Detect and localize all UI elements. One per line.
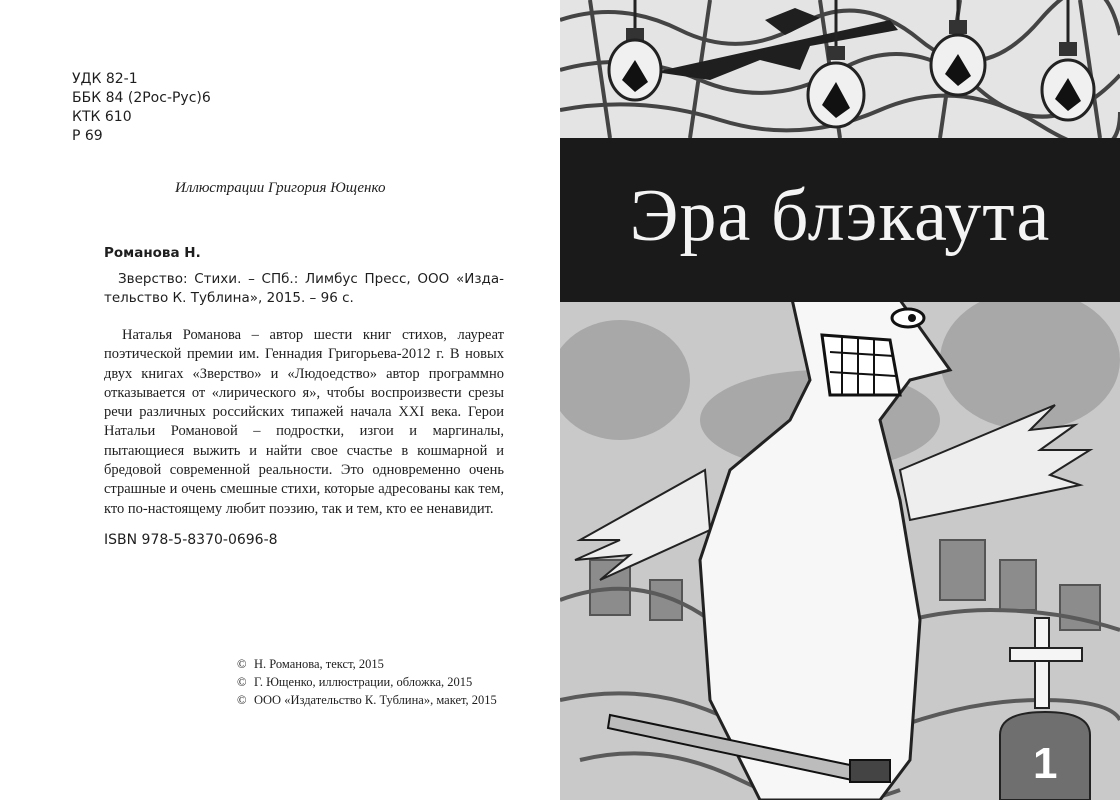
- copyright-symbol: ©: [237, 693, 247, 707]
- copyright-line: [237, 673, 497, 691]
- copyright-text: Н. Романова, текст, 2015: [254, 657, 384, 671]
- author-name: Романова Н.: [104, 245, 201, 261]
- copyright-line: [237, 691, 497, 709]
- sword-hilt: [850, 760, 890, 782]
- author-mark: Р 69: [72, 128, 103, 144]
- creature-teeth: [822, 335, 900, 395]
- cover-illustration: [560, 0, 1120, 800]
- copyright-symbol: ©: [237, 675, 247, 689]
- cover-title: Эра блэкаута: [629, 175, 1051, 257]
- annotation-text: Наталья Романова – автор шести книг стихов, лауреат поэтической премии им. Геннадия Григорьева-2012 г. В новых двух книгах «Зверство» и «Людоедство» автор программно отказывается от «лирического я», чтобы воспроизвести срезы речи различных российских типажей начала XXI века. Герои Натальи Романовой – подростки, изгои и маргиналы, пытающиеся выжить и найти свое счастье в кошмарной и бредовой современной реальности. Это одновременно очень страшные и очень смешные стихи, которые адресованы как тем, кто по-настоящему любит поэзию, так и тем, кто ее ненавидит.: [104, 327, 504, 517]
- isbn: ISBN 978-5-8370-0696-8: [104, 532, 278, 548]
- copyright-text: Г. Ющенко, иллюстрации, обложка, 2015: [254, 675, 473, 689]
- book-cover: [560, 0, 1120, 800]
- volume-number: 1: [1033, 739, 1058, 788]
- copyright-line: [237, 655, 497, 673]
- udk-code: УДК 82-1: [72, 71, 138, 87]
- copyright-text: ООО «Издательство К. Тублина», макет, 2015: [254, 693, 497, 707]
- ktk-code: КТК 610: [72, 109, 132, 125]
- creature-pupil: [908, 314, 916, 322]
- classification-codes: [72, 70, 211, 146]
- bibliographic-description: Зверство: Стихи. – СПб.: Лимбус Пресс, ООО «Издательство К. Тублина», 2015. – 96 с.: [104, 271, 504, 306]
- illustrator-credit: Иллюстрации Григория Ющенко: [175, 180, 386, 196]
- bbk-code: ББК 84 (2Рос-Рус)6: [72, 90, 211, 106]
- copyright-symbol: ©: [237, 657, 247, 671]
- copyright-list: [237, 655, 497, 709]
